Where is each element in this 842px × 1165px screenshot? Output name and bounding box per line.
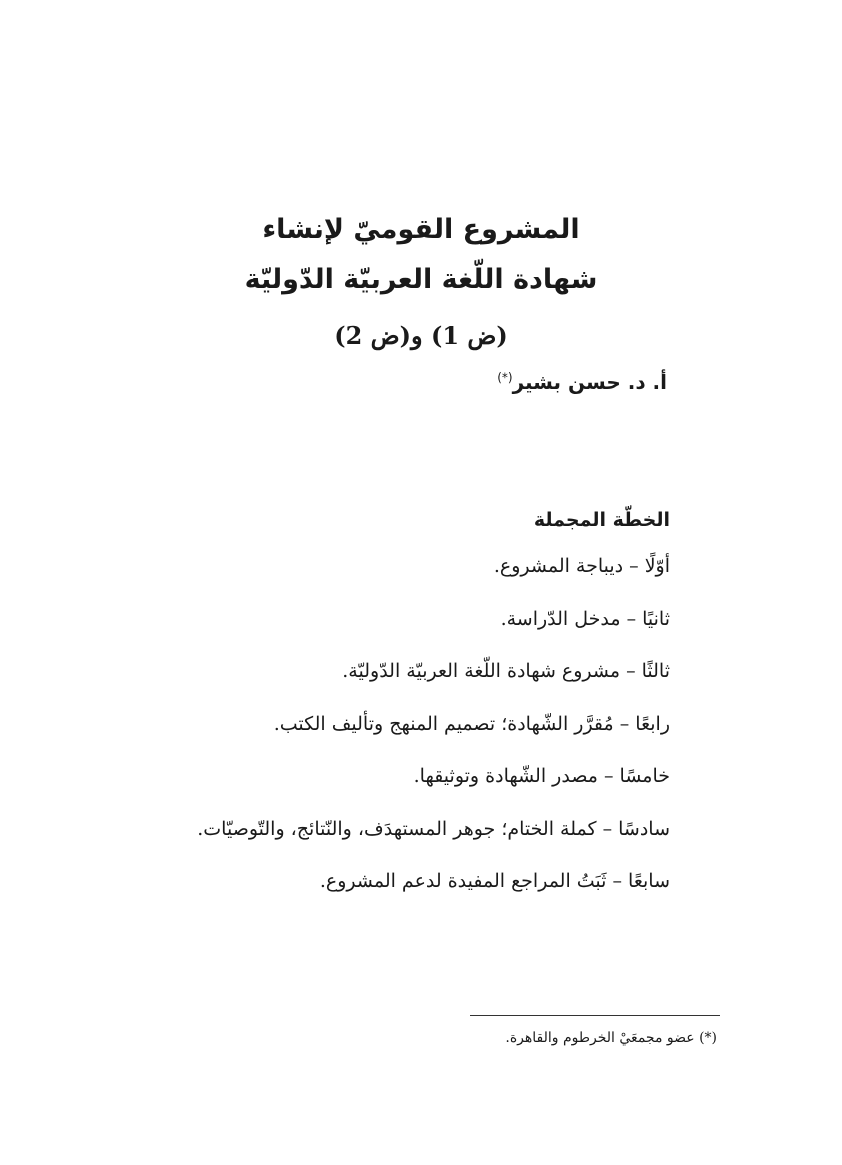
outline-item: خامسًا – مصدر الشّهادة وتوثيقها. (413, 765, 670, 787)
author-line (497, 370, 667, 394)
author-name: أ. د. حسن بشير (512, 370, 667, 394)
outline-item: ثانيًا – مدخل الدّراسة. (500, 607, 670, 630)
footnote-divider (470, 1015, 720, 1016)
outline-item: ثالثًا – مشروع شهادة اللّغة العربيّة الدّوليّة. (342, 660, 670, 682)
title-block (0, 205, 842, 361)
outline-heading: الخطّة المجملة (533, 509, 670, 531)
outline-item: سابعًا – ثَبَتُ المراجع المفيدة لدعم المشروع. (319, 870, 670, 892)
outline-item: سادسًا – كملة الختام؛ جوهر المستهدَف، والنّتائج، والتّوصيّات. (197, 817, 670, 840)
author-footnote-mark: (*) (497, 370, 513, 385)
outline-item: أوّلًا – ديباجة المشروع. (493, 555, 670, 577)
outline-section (150, 500, 670, 908)
footnote: (*) عضو مجمعَيْ الخرطوم والقاهرة. (505, 1030, 717, 1046)
title-line-3: (ض 1) و(ض 2) (334, 321, 508, 350)
title-line-2: شهادة اللّغة العربيّة الدّوليّة (244, 264, 598, 295)
outline-item: رابعًا – مُقرَّر الشّهادة؛ تصميم المنهج وتأليف الكتب. (273, 712, 670, 735)
title-line-1: المشروع القوميّ لإنشاء (262, 214, 580, 245)
